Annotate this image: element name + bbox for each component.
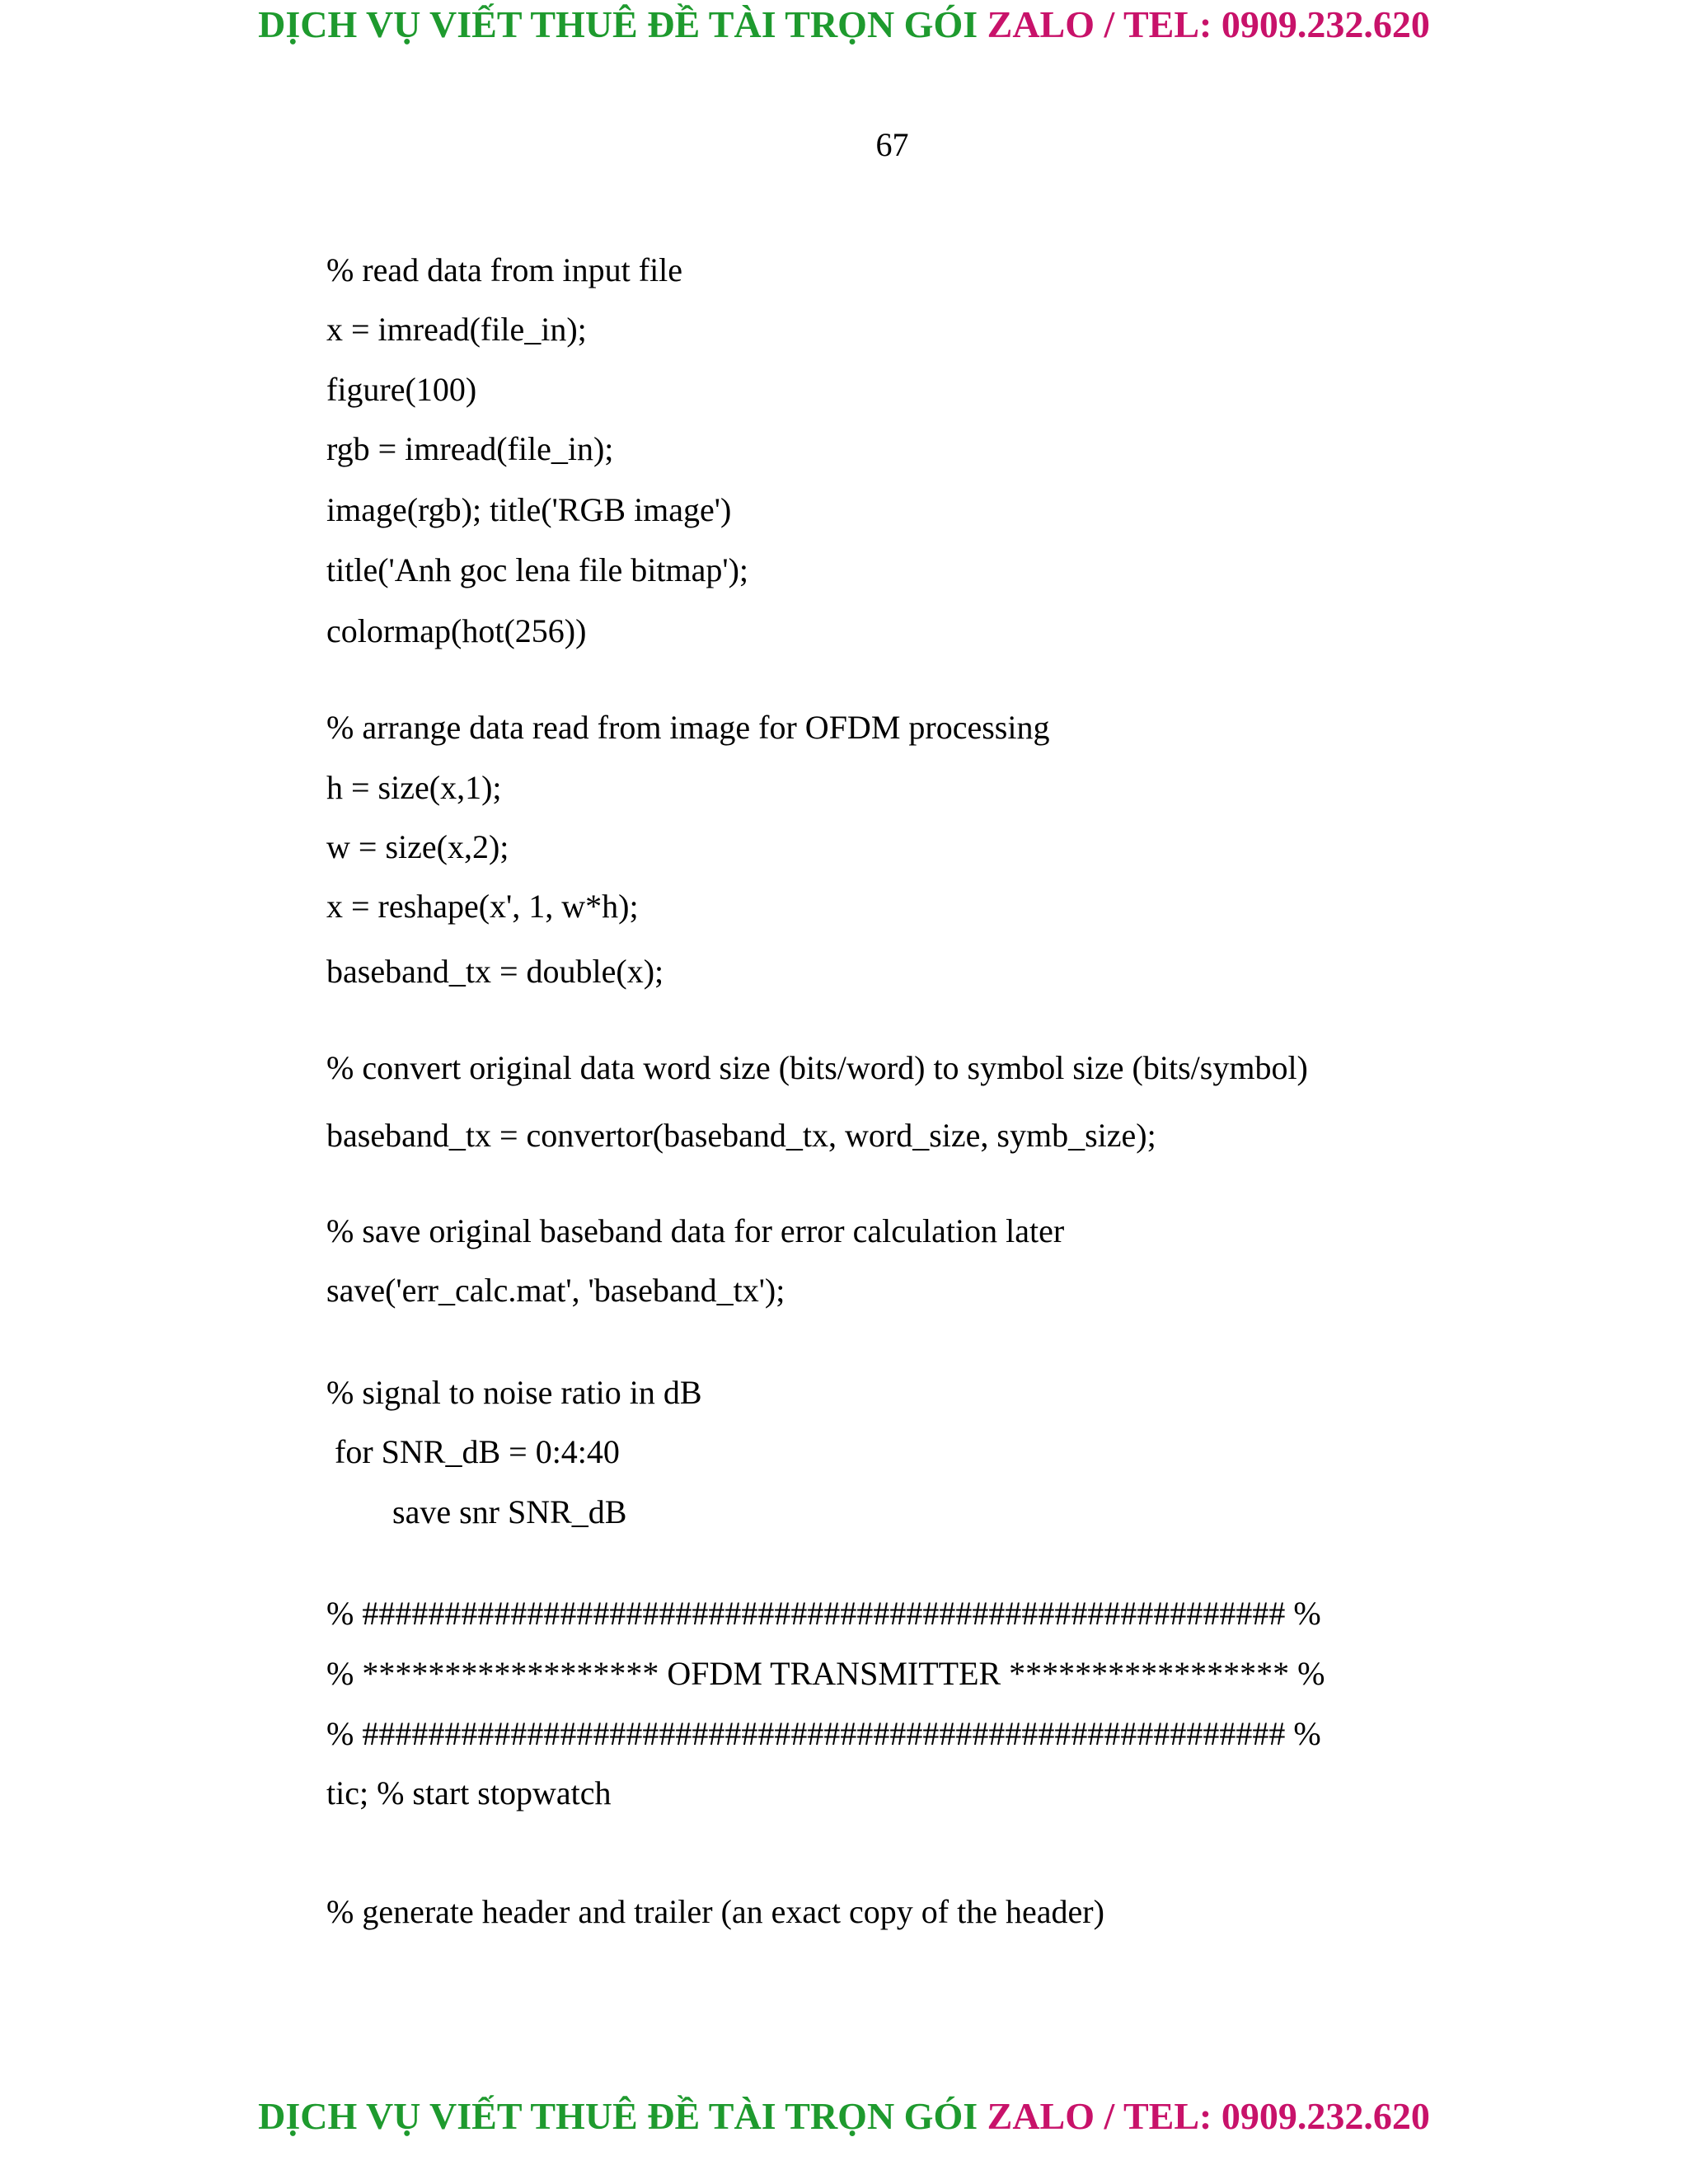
code-line: save snr SNR_dB xyxy=(326,1493,627,1530)
code-line: x = imread(file_in); xyxy=(326,311,587,348)
header-banner xyxy=(0,2,1688,48)
code-line: image(rgb); title('RGB image') xyxy=(326,491,732,528)
code-comment: % save original baseband data for error calculation later xyxy=(326,1212,1065,1249)
code-comment: % arrange data read from image for OFDM processing xyxy=(326,709,1050,746)
code-line: baseband_tx = double(x); xyxy=(326,953,664,990)
code-line: save('err_calc.mat', 'baseband_tx'); xyxy=(326,1272,785,1309)
banner-contact-text: ZALO / TEL: 0909.232.620 xyxy=(987,3,1430,45)
code-line: h = size(x,1); xyxy=(326,769,502,806)
code-comment: % signal to noise ratio in dB xyxy=(326,1374,702,1411)
code-comment: % ######################################################## % xyxy=(326,1595,1321,1632)
code-comment: % ****************** OFDM TRANSMITTER ***************** % xyxy=(326,1655,1325,1692)
code-line: x = reshape(x', 1, w*h); xyxy=(326,888,639,925)
code-comment: % generate header and trailer (an exact copy of the header) xyxy=(326,1893,1104,1930)
code-line: baseband_tx = convertor(baseband_tx, word_size, symb_size); xyxy=(326,1117,1156,1154)
code-comment: % ######################################################## % xyxy=(326,1715,1321,1752)
code-line: title('Anh goc lena file bitmap'); xyxy=(326,551,749,588)
code-comment: % convert original data word size (bits/word) to symbol size (bits/symbol) xyxy=(326,1049,1308,1086)
code-comment: % read data from input file xyxy=(326,251,683,288)
code-line: colormap(hot(256)) xyxy=(326,612,587,649)
code-line: tic; % start stopwatch xyxy=(326,1774,612,1811)
page-number: 67 xyxy=(875,126,909,163)
code-line: figure(100) xyxy=(326,371,477,408)
code-line: for SNR_dB = 0:4:40 xyxy=(326,1433,620,1470)
banner-contact-text: ZALO / TEL: 0909.232.620 xyxy=(987,2095,1430,2137)
banner-service-text: DỊCH VỤ VIẾT THUÊ ĐỀ TÀI TRỌN GÓI xyxy=(258,3,978,45)
code-line: rgb = imread(file_in); xyxy=(326,430,614,467)
banner-service-text: DỊCH VỤ VIẾT THUÊ ĐỀ TÀI TRỌN GÓI xyxy=(258,2095,978,2137)
code-line: w = size(x,2); xyxy=(326,828,509,865)
footer-banner xyxy=(0,2093,1688,2139)
